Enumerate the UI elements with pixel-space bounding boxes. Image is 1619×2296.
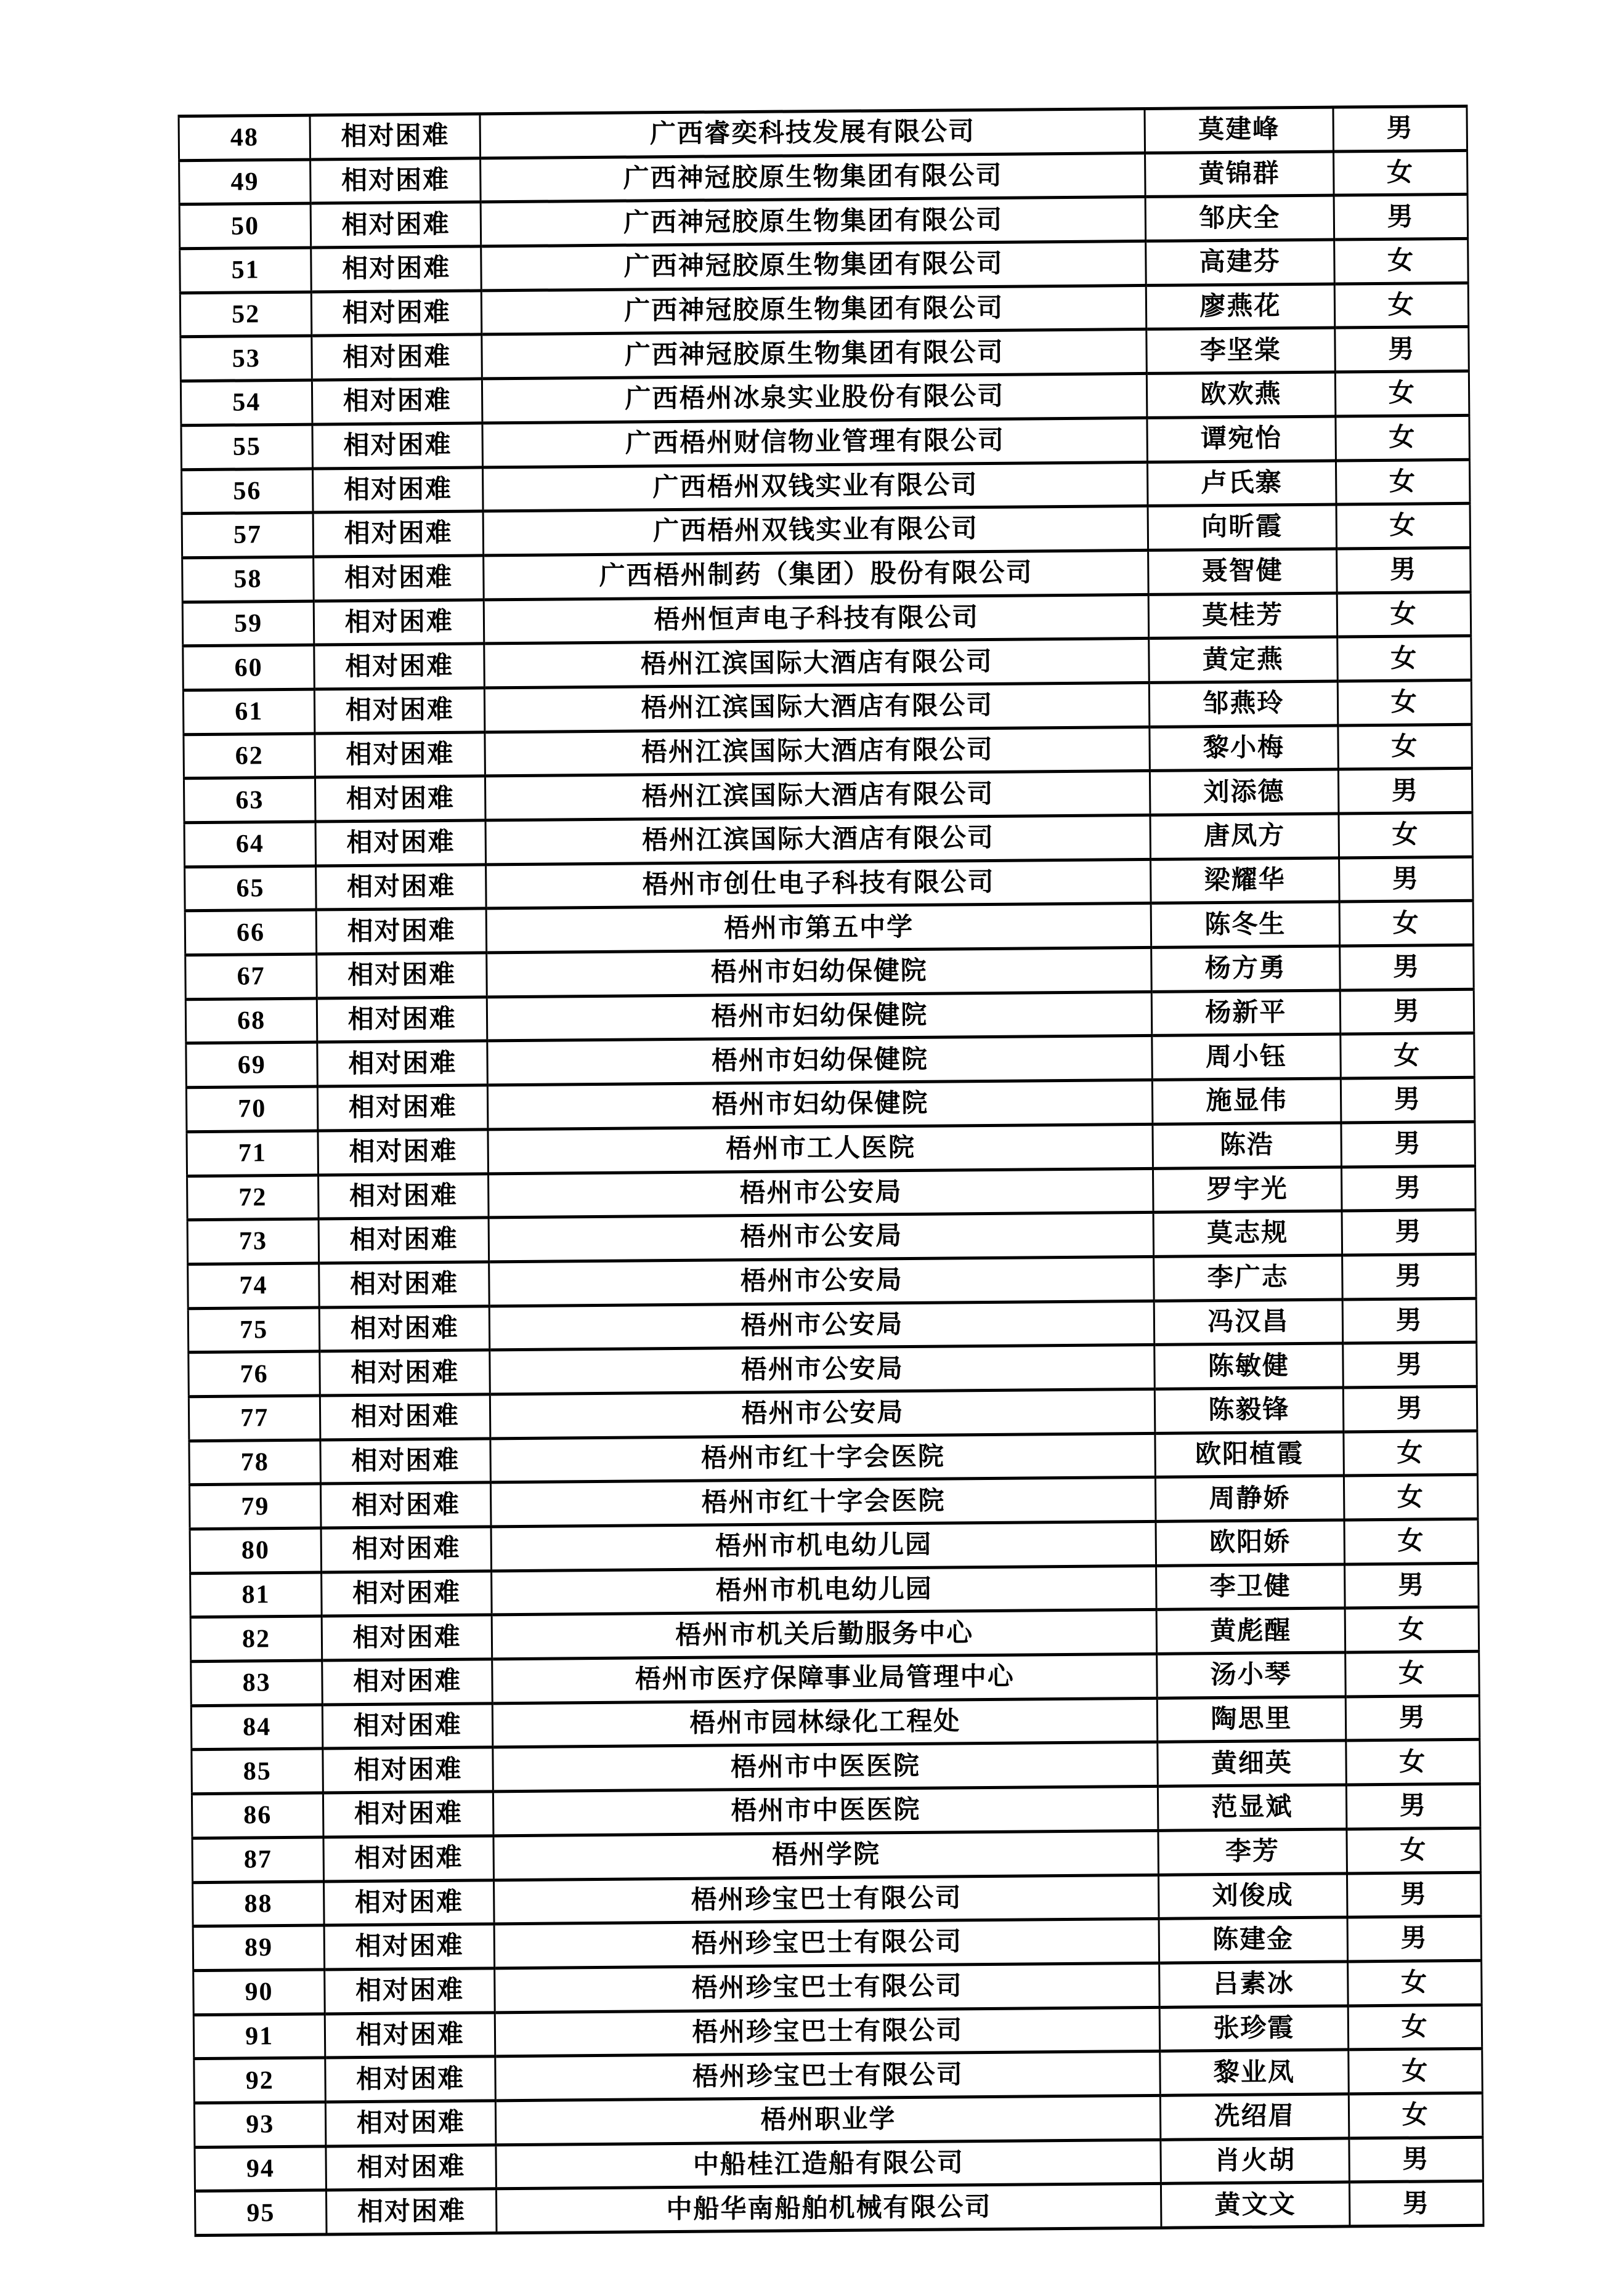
gender-cell: 男 [1342,1298,1477,1343]
row-number-cell: 66 [185,910,317,955]
person-name-cell: 向昕霞 [1148,504,1336,550]
row-number-cell: 78 [189,1440,321,1485]
row-number-cell: 86 [192,1793,323,1838]
employer-cell: 梧州市公安局 [489,1256,1154,1306]
person-name-cell: 莫建峰 [1145,107,1333,153]
person-name-cell: 李芳 [1158,1829,1347,1875]
gender-cell: 女 [1345,1651,1479,1696]
records-table-body [179,106,1483,2235]
person-name-cell: 肖火胡 [1161,2138,1349,2184]
difficulty-status-cell: 相对困难 [315,820,486,866]
person-name-cell: 陈毅锋 [1155,1388,1344,1433]
difficulty-status-cell: 相对困难 [314,599,484,645]
row-number-cell: 57 [182,512,314,557]
employer-cell: 梧州市中医医院 [493,1742,1158,1792]
person-name-cell: 唐凤方 [1150,814,1339,859]
difficulty-status-cell: 相对困难 [317,1041,488,1086]
person-name-cell: 邹燕玲 [1150,681,1338,727]
gender-cell: 男 [1341,1122,1475,1166]
person-name-cell: 黄细英 [1158,1740,1346,1786]
row-number-cell: 76 [189,1351,320,1396]
records-table [178,105,1485,2237]
gender-cell: 男 [1342,1343,1477,1388]
employer-cell: 广西梧州冰泉实业股份有限公司 [482,374,1147,423]
employer-cell: 广西梧州双钱实业有限公司 [483,506,1148,556]
difficulty-status-cell: 相对困难 [318,1085,489,1131]
difficulty-status-cell: 相对困难 [323,1792,494,1837]
difficulty-status-cell: 相对困难 [321,1482,492,1528]
gender-cell: 女 [1337,636,1471,681]
employer-cell: 梧州市机电幼儿园 [491,1521,1156,1570]
employer-cell: 梧州市工人医院 [488,1124,1153,1173]
difficulty-status-cell: 相对困难 [311,246,482,292]
row-number-cell: 83 [191,1660,323,1705]
difficulty-status-cell: 相对困难 [312,423,483,469]
person-name-cell: 欧阳植霞 [1155,1432,1344,1477]
difficulty-status-cell: 相对困难 [327,2189,497,2234]
person-name-cell: 李卫健 [1156,1564,1345,1610]
employer-cell: 梧州学院 [493,1830,1158,1880]
row-number-cell: 52 [180,292,312,337]
employer-cell: 广西神冠胶原生物集团有限公司 [482,285,1146,334]
gender-cell: 女 [1344,1475,1478,1520]
row-number-cell: 53 [181,336,312,381]
person-name-cell: 黄定燕 [1149,637,1337,682]
row-number-cell: 95 [195,2190,327,2235]
row-number-cell: 65 [185,866,317,911]
difficulty-status-cell: 相对困难 [320,1350,490,1396]
row-number-cell: 90 [193,1970,325,2015]
difficulty-status-cell: 相对困难 [312,334,482,380]
gender-cell: 男 [1349,2137,1483,2182]
gender-cell: 女 [1337,724,1472,769]
gender-cell: 男 [1339,945,1474,990]
employer-cell: 梧州市机电幼儿园 [492,1566,1156,1615]
row-number-cell: 94 [195,2146,327,2191]
row-number-cell: 81 [190,1572,322,1617]
employer-cell: 梧州江滨国际大酒店有限公司 [484,639,1149,688]
difficulty-status-cell: 相对困难 [323,1836,494,1882]
difficulty-status-cell: 相对困难 [326,2144,497,2190]
gender-cell: 男 [1343,1386,1477,1431]
employer-cell: 梧州市公安局 [489,1168,1153,1218]
difficulty-status-cell: 相对困难 [325,1968,495,2014]
employer-cell: 梧州恒声电子科技有限公司 [484,594,1148,644]
person-name-cell: 吕素冰 [1159,1962,1348,2007]
employer-cell: 中船桂江造船有限公司 [496,2140,1161,2189]
difficulty-status-cell: 相对困难 [315,776,486,822]
row-number-cell: 55 [181,424,313,469]
row-number-cell: 60 [183,645,315,690]
gender-cell: 男 [1342,1210,1476,1255]
row-number-cell: 88 [193,1882,325,1926]
difficulty-status-cell: 相对困难 [320,1438,491,1484]
person-name-cell: 李广志 [1154,1255,1342,1301]
employer-cell: 梧州市创仕电子科技有限公司 [486,859,1151,908]
employer-cell: 梧州市公安局 [489,1213,1153,1262]
gender-cell: 女 [1339,812,1473,857]
row-number-cell: 59 [182,601,314,646]
employer-cell: 梧州珍宝巴士有限公司 [494,1875,1159,1924]
row-number-cell: 92 [194,2058,326,2103]
employer-cell: 梧州市妇幼保健院 [487,992,1152,1041]
gender-cell: 女 [1333,150,1467,195]
row-number-cell: 89 [193,1925,325,1970]
employer-cell: 梧州市医疗保障事业局管理中心 [492,1654,1157,1703]
employer-cell: 梧州市红十字会医院 [491,1477,1156,1527]
row-number-cell: 51 [180,248,312,293]
person-name-cell: 陈建金 [1159,1917,1347,1963]
difficulty-status-cell: 相对困难 [310,158,481,204]
gender-cell: 女 [1335,415,1469,460]
row-number-cell: 77 [189,1396,320,1441]
person-name-cell: 黄锦群 [1145,152,1334,197]
difficulty-status-cell: 相对困难 [316,908,487,954]
gender-cell: 男 [1334,327,1469,372]
difficulty-status-cell: 相对困难 [325,2012,496,2058]
employer-cell: 梧州市中医医院 [493,1786,1158,1835]
row-number-cell: 64 [184,822,316,867]
row-number-cell: 61 [183,689,315,734]
person-name-cell: 欧阳娇 [1156,1520,1344,1566]
difficulty-status-cell: 相对困难 [314,644,485,689]
table-row [195,2181,1483,2236]
person-name-cell: 冼绍眉 [1161,2094,1349,2140]
gender-cell: 男 [1345,1696,1480,1740]
difficulty-status-cell: 相对困难 [324,1924,495,1970]
person-name-cell: 欧欢燕 [1147,372,1336,418]
difficulty-status-cell: 相对困难 [323,1704,493,1749]
row-number-cell: 80 [190,1528,322,1573]
gender-cell: 男 [1333,106,1467,151]
gender-cell: 女 [1337,680,1472,725]
gender-cell: 男 [1338,769,1472,814]
gender-cell: 男 [1334,195,1468,240]
difficulty-status-cell: 相对困难 [315,732,485,778]
row-number-cell: 69 [186,1042,318,1087]
row-number-cell: 72 [187,1175,319,1220]
difficulty-status-cell: 相对困难 [325,2056,496,2102]
row-number-cell: 58 [182,557,314,602]
person-name-cell: 邹庆全 [1145,195,1334,241]
gender-cell: 女 [1336,459,1470,504]
gender-cell: 女 [1348,2005,1482,2050]
gender-cell: 男 [1344,1563,1479,1608]
row-number-cell: 68 [185,998,317,1043]
difficulty-status-cell: 相对困难 [315,688,485,734]
employer-cell: 广西睿奕科技发展有限公司 [480,108,1145,158]
gender-cell: 女 [1334,283,1469,328]
difficulty-status-cell: 相对困难 [326,2101,497,2146]
difficulty-status-cell: 相对困难 [316,865,487,910]
row-number-cell: 82 [190,1616,322,1661]
employer-cell: 广西梧州制药（集团）股份有限公司 [484,550,1148,599]
person-name-cell: 杨方勇 [1151,946,1340,992]
employer-cell: 梧州市第五中学 [486,903,1151,953]
employer-cell: 梧州江滨国际大酒店有限公司 [485,682,1150,732]
employer-cell: 梧州市机关后勤服务中心 [492,1610,1156,1659]
gender-cell: 女 [1345,1740,1480,1785]
employer-cell: 梧州市公安局 [490,1389,1155,1438]
employer-cell: 梧州江滨国际大酒店有限公司 [485,727,1150,776]
gender-cell: 女 [1346,1828,1480,1873]
employer-cell: 梧州珍宝巴士有限公司 [495,1963,1159,2012]
row-number-cell: 67 [185,954,317,999]
difficulty-status-cell: 相对困难 [317,953,487,998]
person-name-cell: 刘添德 [1150,769,1339,815]
gender-cell: 女 [1336,504,1471,549]
gender-cell: 女 [1349,2093,1483,2138]
row-number-cell: 84 [191,1705,323,1750]
row-number-cell: 93 [194,2102,326,2147]
person-name-cell: 冯汉昌 [1154,1300,1342,1345]
gender-cell: 男 [1346,1784,1480,1829]
gender-cell: 男 [1341,1166,1475,1211]
difficulty-status-cell: 相对困难 [312,291,482,336]
person-name-cell: 廖燕花 [1146,284,1334,329]
row-number-cell: 56 [182,469,314,514]
gender-cell: 男 [1342,1254,1476,1299]
difficulty-status-cell: 相对困难 [310,202,481,248]
employer-cell: 广西神冠胶原生物集团有限公司 [481,241,1146,291]
gender-cell: 女 [1339,901,1474,946]
difficulty-status-cell: 相对困难 [317,997,488,1043]
employer-cell: 梧州市妇幼保健院 [487,1036,1152,1085]
difficulty-status-cell: 相对困难 [319,1262,490,1308]
difficulty-status-cell: 相对困难 [324,1880,495,1925]
employer-cell: 梧州珍宝巴士有限公司 [495,2007,1159,2056]
difficulty-status-cell: 相对困难 [319,1306,490,1351]
difficulty-status-cell: 相对困难 [313,511,484,557]
row-number-cell: 62 [184,734,315,778]
person-name-cell: 陈冬生 [1151,902,1339,947]
employer-cell: 梧州江滨国际大酒店有限公司 [485,771,1150,820]
gender-cell: 女 [1334,238,1468,283]
gender-cell: 男 [1349,2181,1483,2226]
difficulty-status-cell: 相对困难 [322,1615,492,1660]
row-number-cell: 50 [179,203,311,248]
person-name-cell: 谭宛怡 [1147,416,1336,462]
person-name-cell: 周小钰 [1152,1034,1341,1080]
employer-cell: 梧州市园林绿化工程处 [493,1698,1158,1747]
person-name-cell: 张珍霞 [1159,2006,1348,2051]
row-number-cell: 74 [188,1263,320,1308]
employer-cell: 梧州市妇幼保健院 [487,947,1151,996]
employer-cell: 中船华南船舶机械有限公司 [497,2184,1161,2233]
employer-cell: 广西神冠胶原生物集团有限公司 [481,197,1145,246]
employer-cell: 梧州市妇幼保健院 [488,1080,1153,1130]
difficulty-status-cell: 相对困难 [318,1130,489,1175]
person-name-cell: 汤小琴 [1157,1652,1345,1698]
records-table-container [178,105,1485,2237]
person-name-cell: 梁耀华 [1151,858,1339,903]
gender-cell: 男 [1339,857,1473,902]
employer-cell: 广西神冠胶原生物集团有限公司 [481,153,1145,202]
gender-cell: 男 [1336,548,1471,592]
employer-cell: 梧州市公安局 [490,1345,1154,1394]
employer-cell: 广西神冠胶原生物集团有限公司 [482,329,1146,379]
person-name-cell: 刘俊成 [1159,1873,1347,1918]
gender-cell: 女 [1340,1033,1474,1078]
person-name-cell: 施显伟 [1153,1078,1341,1124]
row-number-cell: 79 [189,1484,321,1529]
person-name-cell: 杨新平 [1151,990,1340,1036]
person-name-cell: 范显斌 [1158,1785,1347,1830]
person-name-cell: 黄彪醒 [1156,1608,1345,1654]
difficulty-status-cell: 相对困难 [322,1571,492,1617]
person-name-cell: 黄文文 [1161,2182,1350,2228]
employer-cell: 梧州市红十字会医院 [490,1433,1155,1482]
employer-cell: 梧州市公安局 [489,1301,1154,1350]
person-name-cell: 陶思里 [1157,1697,1345,1742]
difficulty-status-cell: 相对困难 [321,1527,492,1572]
employer-cell: 梧州珍宝巴士有限公司 [494,1919,1159,1968]
person-name-cell: 莫桂芳 [1148,593,1337,639]
gender-cell: 女 [1335,371,1469,416]
row-number-cell: 70 [186,1086,318,1131]
gender-cell: 女 [1348,2048,1482,2093]
gender-cell: 女 [1345,1607,1479,1652]
gender-cell: 女 [1344,1519,1479,1564]
employer-cell: 广西梧州双钱实业有限公司 [483,462,1148,511]
row-number-cell: 71 [187,1131,319,1176]
row-number-cell: 75 [188,1308,320,1352]
person-name-cell: 黎小梅 [1150,726,1338,771]
row-number-cell: 49 [179,160,311,204]
person-name-cell: 聂智健 [1148,549,1337,594]
gender-cell: 女 [1347,1960,1482,2005]
person-name-cell: 周静娇 [1156,1476,1344,1521]
difficulty-status-cell: 相对困难 [320,1394,491,1440]
person-name-cell: 李坚棠 [1146,328,1335,373]
difficulty-status-cell: 相对困难 [319,1173,489,1219]
gender-cell: 男 [1347,1872,1481,1917]
row-number-cell: 85 [192,1748,323,1793]
gender-cell: 男 [1341,1077,1475,1122]
employer-cell: 梧州职业学 [496,2095,1161,2144]
employer-cell: 梧州珍宝巴士有限公司 [495,2051,1160,2101]
row-number-cell: 54 [181,380,312,425]
difficulty-status-cell: 相对困难 [319,1218,489,1263]
employer-cell: 广西梧州财信物业管理有限公司 [482,418,1147,467]
person-name-cell: 陈浩 [1153,1123,1341,1168]
row-number-cell: 87 [192,1837,324,1882]
person-name-cell: 莫志规 [1153,1211,1342,1256]
person-name-cell: 黎业凤 [1160,2050,1349,2095]
person-name-cell: 卢氏寨 [1148,461,1336,506]
difficulty-status-cell: 相对困难 [322,1659,493,1705]
person-name-cell: 陈敏健 [1154,1343,1343,1389]
difficulty-status-cell: 相对困难 [313,467,484,512]
row-number-cell: 63 [184,777,315,822]
person-name-cell: 高建芬 [1146,240,1334,285]
gender-cell: 女 [1337,592,1471,637]
employer-cell: 梧州江滨国际大酒店有限公司 [485,815,1150,864]
row-number-cell: 91 [193,2014,325,2059]
gender-cell: 男 [1347,1916,1482,1961]
person-name-cell: 罗宇光 [1153,1166,1342,1212]
difficulty-status-cell: 相对困难 [314,556,484,601]
gender-cell: 男 [1340,989,1474,1034]
difficulty-status-cell: 相对困难 [310,114,481,160]
gender-cell: 女 [1343,1431,1477,1476]
row-number-cell: 48 [179,115,310,160]
difficulty-status-cell: 相对困难 [312,379,483,424]
difficulty-status-cell: 相对困难 [323,1747,493,1793]
row-number-cell: 73 [187,1219,319,1264]
